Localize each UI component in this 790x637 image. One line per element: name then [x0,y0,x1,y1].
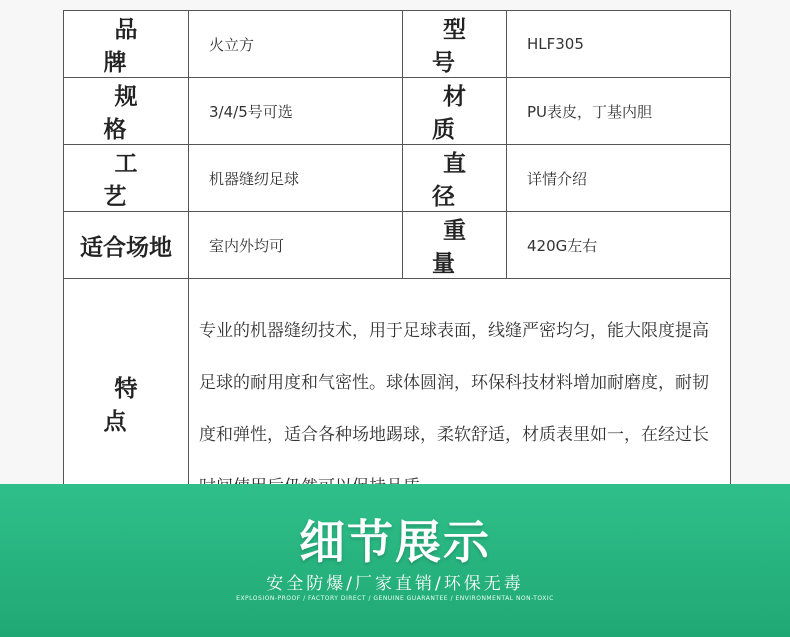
weight-value: 420G左右 [507,212,731,279]
size-label: 规 格 [64,78,189,145]
material-label: 材 质 [403,78,507,145]
craft-value: 机器缝纫足球 [189,145,403,212]
features-label: 特 点 [64,279,189,528]
diameter-value: 详情介绍 [507,145,731,212]
spec-table [63,10,731,528]
weight-label: 重 量 [403,212,507,279]
brand-value: 火立方 [189,11,403,78]
model-value: HLF305 [507,11,731,78]
detail-banner [0,484,790,637]
size-value: 3/4/5号可选 [189,78,403,145]
diameter-label: 直 径 [403,145,507,212]
material-value: PU表皮，丁基内胆 [507,78,731,145]
spec-row-venue [64,212,731,279]
model-label: 型 号 [403,11,507,78]
features-text: 专业的机器缝纫技术，用于足球表面，线缝严密均匀，能大限度提高足球的耐用度和气密性。球体圆润，环保科技材料增加耐磨度，耐韧度和弹性，适合各种场地踢球，柔软舒适，材质表里如一，在经过长 [189,279,731,528]
venue-value: 室内外均可 [189,212,403,279]
brand-label: 品 牌 [64,11,189,78]
craft-label: 工 艺 [64,145,189,212]
banner-subtitle: 安全防爆/厂家直销/环保无毒 [266,574,524,594]
spec-row-size [64,78,731,145]
banner-title: 细节展示 [299,515,491,569]
spec-row-craft [64,145,731,212]
spec-row-brand [64,11,731,78]
banner-english-subtitle: EXPLOSION-PROOF / FACTORY DIRECT / GENUINE GUARANTEE / ENVIRONMENTAL NON-TOXIC [236,595,554,602]
venue-label: 适合场地 [64,212,189,279]
